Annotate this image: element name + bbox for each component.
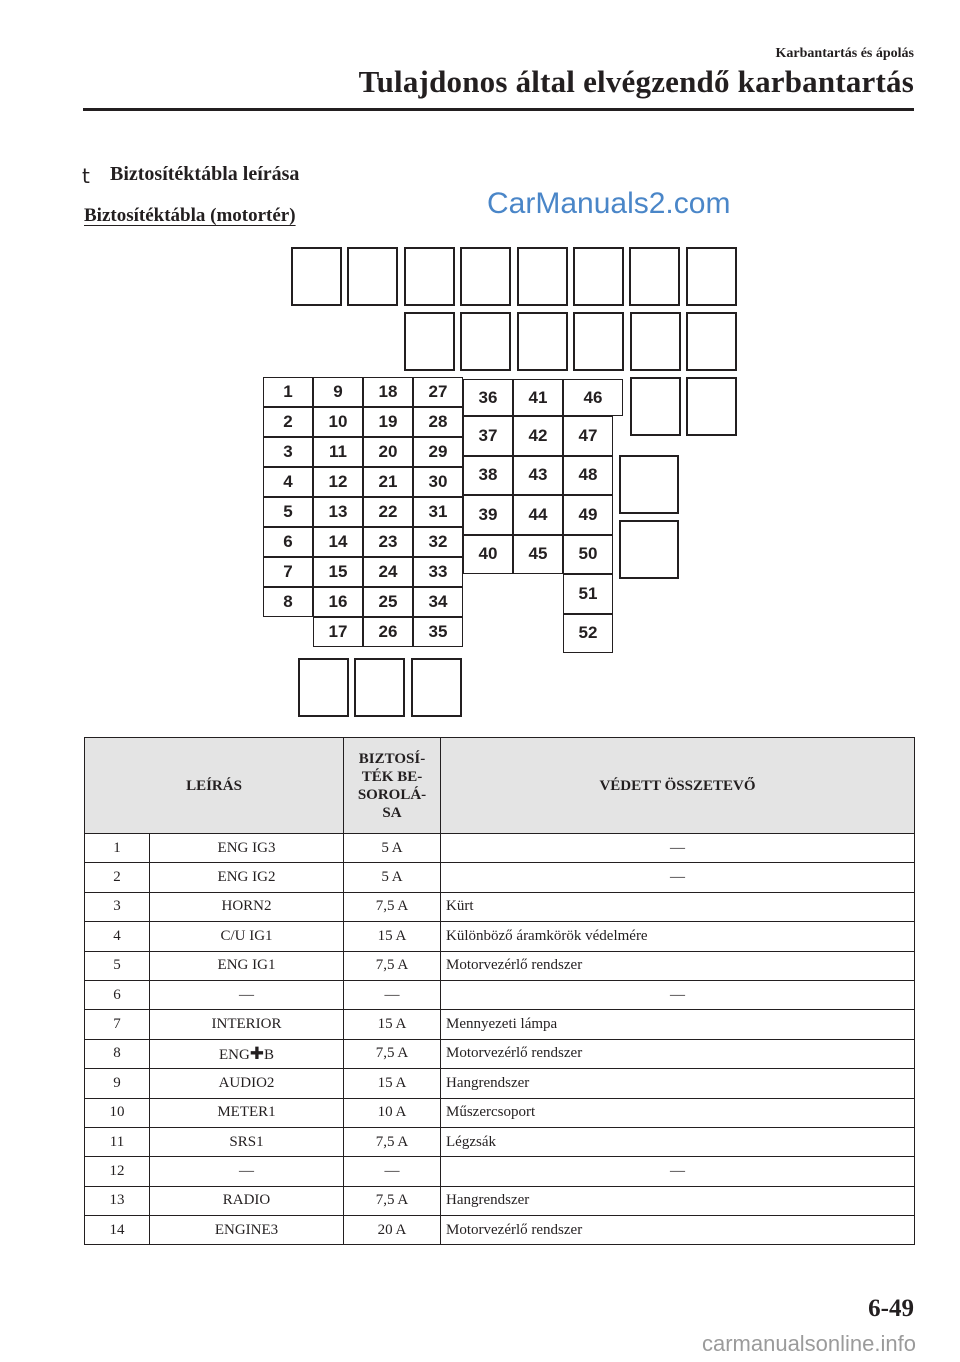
- fuse-slot: 24: [363, 557, 413, 587]
- fuse-slot: 22: [363, 497, 413, 527]
- table-row: [85, 892, 915, 921]
- cell-number: 11: [85, 1127, 150, 1156]
- fuse-slot: 29: [413, 437, 463, 467]
- cell-number: 2: [85, 863, 150, 892]
- relay-slot: [686, 312, 737, 371]
- fuse-slot: 15: [313, 557, 363, 587]
- fuse-slot: 7: [263, 557, 313, 587]
- description-suffix: B: [264, 1046, 275, 1063]
- cell-rating: —: [344, 980, 441, 1009]
- page-number: 6-49: [868, 1295, 914, 1322]
- relay-slot: [354, 658, 405, 717]
- fuse-slot: 32: [413, 527, 463, 557]
- fuse-slot: 30: [413, 467, 463, 497]
- cell-component: Kürt: [441, 892, 915, 921]
- cell-rating: 15 A: [344, 922, 441, 951]
- fuse-slot: 48: [563, 456, 613, 496]
- cell-description: ENGINE3: [150, 1216, 344, 1245]
- table-row: [85, 980, 915, 1009]
- fuse-slot: 31: [413, 497, 463, 527]
- cell-component: Műszercsoport: [441, 1098, 915, 1127]
- table-row: [85, 863, 915, 892]
- relay-slot: [619, 455, 679, 514]
- cell-description: SRS1: [150, 1127, 344, 1156]
- relay-slot: [686, 247, 737, 306]
- fuse-slot: 39: [463, 495, 513, 535]
- relay-slot: [298, 658, 349, 717]
- relay-slot: [573, 247, 624, 306]
- table-row: [85, 1127, 915, 1156]
- cell-number: 3: [85, 892, 150, 921]
- fuse-slot: 35: [413, 617, 463, 647]
- fuse-slot: 47: [563, 416, 613, 456]
- relay-slot: [404, 247, 455, 306]
- fuse-slot: 49: [563, 495, 613, 535]
- fuse-table: [84, 737, 915, 1245]
- relay-slot: [347, 247, 398, 306]
- fuse-slot: 42: [513, 416, 563, 456]
- relay-slot: [629, 247, 680, 306]
- cell-rating: 7,5 A: [344, 951, 441, 980]
- fuse-slot: 18: [363, 377, 413, 407]
- cell-description: —: [150, 980, 344, 1009]
- header-description: LEÍRÁS: [85, 738, 344, 834]
- fuse-slot: 37: [463, 416, 513, 456]
- cell-rating: 7,5 A: [344, 892, 441, 921]
- fuse-slot: 43: [513, 456, 563, 496]
- table-row: [85, 1098, 915, 1127]
- cell-rating: —: [344, 1157, 441, 1186]
- fuse-slot: 13: [313, 497, 363, 527]
- cell-number: 6: [85, 980, 150, 1009]
- cell-component: Motorvezérlő rendszer: [441, 1039, 915, 1068]
- fuse-slot: 17: [313, 617, 363, 647]
- plus-icon: ✚: [249, 1043, 265, 1064]
- cell-component: —: [441, 863, 915, 892]
- cell-description: METER1: [150, 1098, 344, 1127]
- relay-slot: [619, 520, 679, 579]
- fuse-slot: 5: [263, 497, 313, 527]
- table-header-row: [85, 738, 915, 834]
- table-row: [85, 1010, 915, 1039]
- cell-description: AUDIO2: [150, 1069, 344, 1098]
- cell-rating: 10 A: [344, 1098, 441, 1127]
- table-row: [85, 922, 915, 951]
- cell-component: —: [441, 980, 915, 1009]
- fuse-slot: 16: [313, 587, 363, 617]
- cell-number: 10: [85, 1098, 150, 1127]
- fuse-slot: 9: [313, 377, 363, 407]
- relay-slot: [411, 658, 462, 717]
- fuse-slot: 19: [363, 407, 413, 437]
- description-prefix: ENG: [218, 1046, 250, 1063]
- cell-number: 12: [85, 1157, 150, 1186]
- relay-slot: [460, 247, 511, 306]
- cell-rating: 5 A: [344, 863, 441, 892]
- cell-component: Mennyezeti lámpa: [441, 1010, 915, 1039]
- table-row: [85, 1039, 915, 1068]
- table-row: [85, 1157, 915, 1186]
- fuse-slot: 25: [363, 587, 413, 617]
- fuse-slot: 6: [263, 527, 313, 557]
- fuse-slot: 27: [413, 377, 463, 407]
- fuse-slot: 51: [563, 574, 613, 614]
- subsection-title: Biztosítéktábla (motortér): [84, 205, 296, 226]
- cell-rating: 7,5 A: [344, 1186, 441, 1215]
- cell-description: —: [150, 1157, 344, 1186]
- cell-rating: 20 A: [344, 1216, 441, 1245]
- cell-description: HORN2: [150, 892, 344, 921]
- cell-number: 5: [85, 951, 150, 980]
- relay-slot: [630, 377, 681, 436]
- fuse-slot: 36: [463, 379, 513, 416]
- relay-slot: [573, 312, 624, 371]
- fuse-slot: 50: [563, 535, 613, 575]
- relay-slot: [404, 312, 455, 371]
- relay-slot: [291, 247, 342, 306]
- fuse-slot: 38: [463, 456, 513, 496]
- cell-component: Hangrendszer: [441, 1069, 915, 1098]
- cell-number: 14: [85, 1216, 150, 1245]
- cell-description: RADIO: [150, 1186, 344, 1215]
- fuse-slot: 52: [563, 614, 613, 654]
- fuse-slot: 20: [363, 437, 413, 467]
- cell-description: C/U IG1: [150, 922, 344, 951]
- fuse-slot: 40: [463, 535, 513, 575]
- cell-component: Motorvezérlő rendszer: [441, 1216, 915, 1245]
- cell-number: 9: [85, 1069, 150, 1098]
- fuse-slot: 41: [513, 379, 563, 416]
- relay-slot: [517, 312, 568, 371]
- fuse-slot: 2: [263, 407, 313, 437]
- cell-rating: 5 A: [344, 834, 441, 863]
- cell-component: —: [441, 834, 915, 863]
- fuse-slot: 26: [363, 617, 413, 647]
- fuse-slot: 33: [413, 557, 463, 587]
- table-row: [85, 1186, 915, 1215]
- header-component: VÉDETT ÖSSZETEVŐ: [441, 738, 915, 834]
- watermark: CarManuals2.com: [487, 187, 731, 220]
- relay-slot: [686, 377, 737, 436]
- cell-number: 13: [85, 1186, 150, 1215]
- cell-description: ENG IG3: [150, 834, 344, 863]
- relay-slot: [630, 312, 681, 371]
- table-row: [85, 1216, 915, 1245]
- fuse-slot: 11: [313, 437, 363, 467]
- cell-number: 4: [85, 922, 150, 951]
- page-title: Tulajdonos által elvégzendő karbantartás: [358, 64, 914, 99]
- fuse-slot: 4: [263, 467, 313, 497]
- cell-description: [150, 1039, 344, 1068]
- cell-number: 7: [85, 1010, 150, 1039]
- cell-rating: 7,5 A: [344, 1039, 441, 1068]
- fuse-slot: 10: [313, 407, 363, 437]
- table-row: [85, 1069, 915, 1098]
- fuse-slot: 45: [513, 535, 563, 575]
- header-subtitle: Karbantartás és ápolás: [775, 46, 914, 61]
- fuse-slot: 23: [363, 527, 413, 557]
- cell-number: 1: [85, 834, 150, 863]
- cell-component: Különböző áramkörök védelmére: [441, 922, 915, 951]
- cell-rating: 7,5 A: [344, 1127, 441, 1156]
- cell-component: Légzsák: [441, 1127, 915, 1156]
- fuse-slot: 44: [513, 495, 563, 535]
- section-marker: t: [82, 164, 90, 188]
- cell-rating: 15 A: [344, 1069, 441, 1098]
- cell-component: Motorvezérlő rendszer: [441, 951, 915, 980]
- cell-rating: 15 A: [344, 1010, 441, 1039]
- section-title: Biztosítéktábla leírása: [110, 163, 300, 185]
- fuse-slot: 1: [263, 377, 313, 407]
- footer-watermark: carmanualsonline.info: [701, 1331, 916, 1356]
- fuse-slot: 34: [413, 587, 463, 617]
- cell-component: —: [441, 1157, 915, 1186]
- cell-description: ENG IG2: [150, 863, 344, 892]
- cell-description: ENG IG1: [150, 951, 344, 980]
- fuse-slot: 3: [263, 437, 313, 467]
- table-row: [85, 834, 915, 863]
- fuse-slot: 8: [263, 587, 313, 617]
- fuse-slot: 14: [313, 527, 363, 557]
- relay-slot: [517, 247, 568, 306]
- cell-description: INTERIOR: [150, 1010, 344, 1039]
- relay-slot: [460, 312, 511, 371]
- cell-component: Hangrendszer: [441, 1186, 915, 1215]
- fuse-slot: 28: [413, 407, 463, 437]
- table-row: [85, 951, 915, 980]
- fuse-slot: 12: [313, 467, 363, 497]
- header-rating: BIZTOSÍ- TÉK BE- SOROLÁ- SA: [344, 738, 441, 834]
- cell-number: 8: [85, 1039, 150, 1068]
- fuse-slot: 21: [363, 467, 413, 497]
- fuse-slot: 46: [563, 379, 623, 416]
